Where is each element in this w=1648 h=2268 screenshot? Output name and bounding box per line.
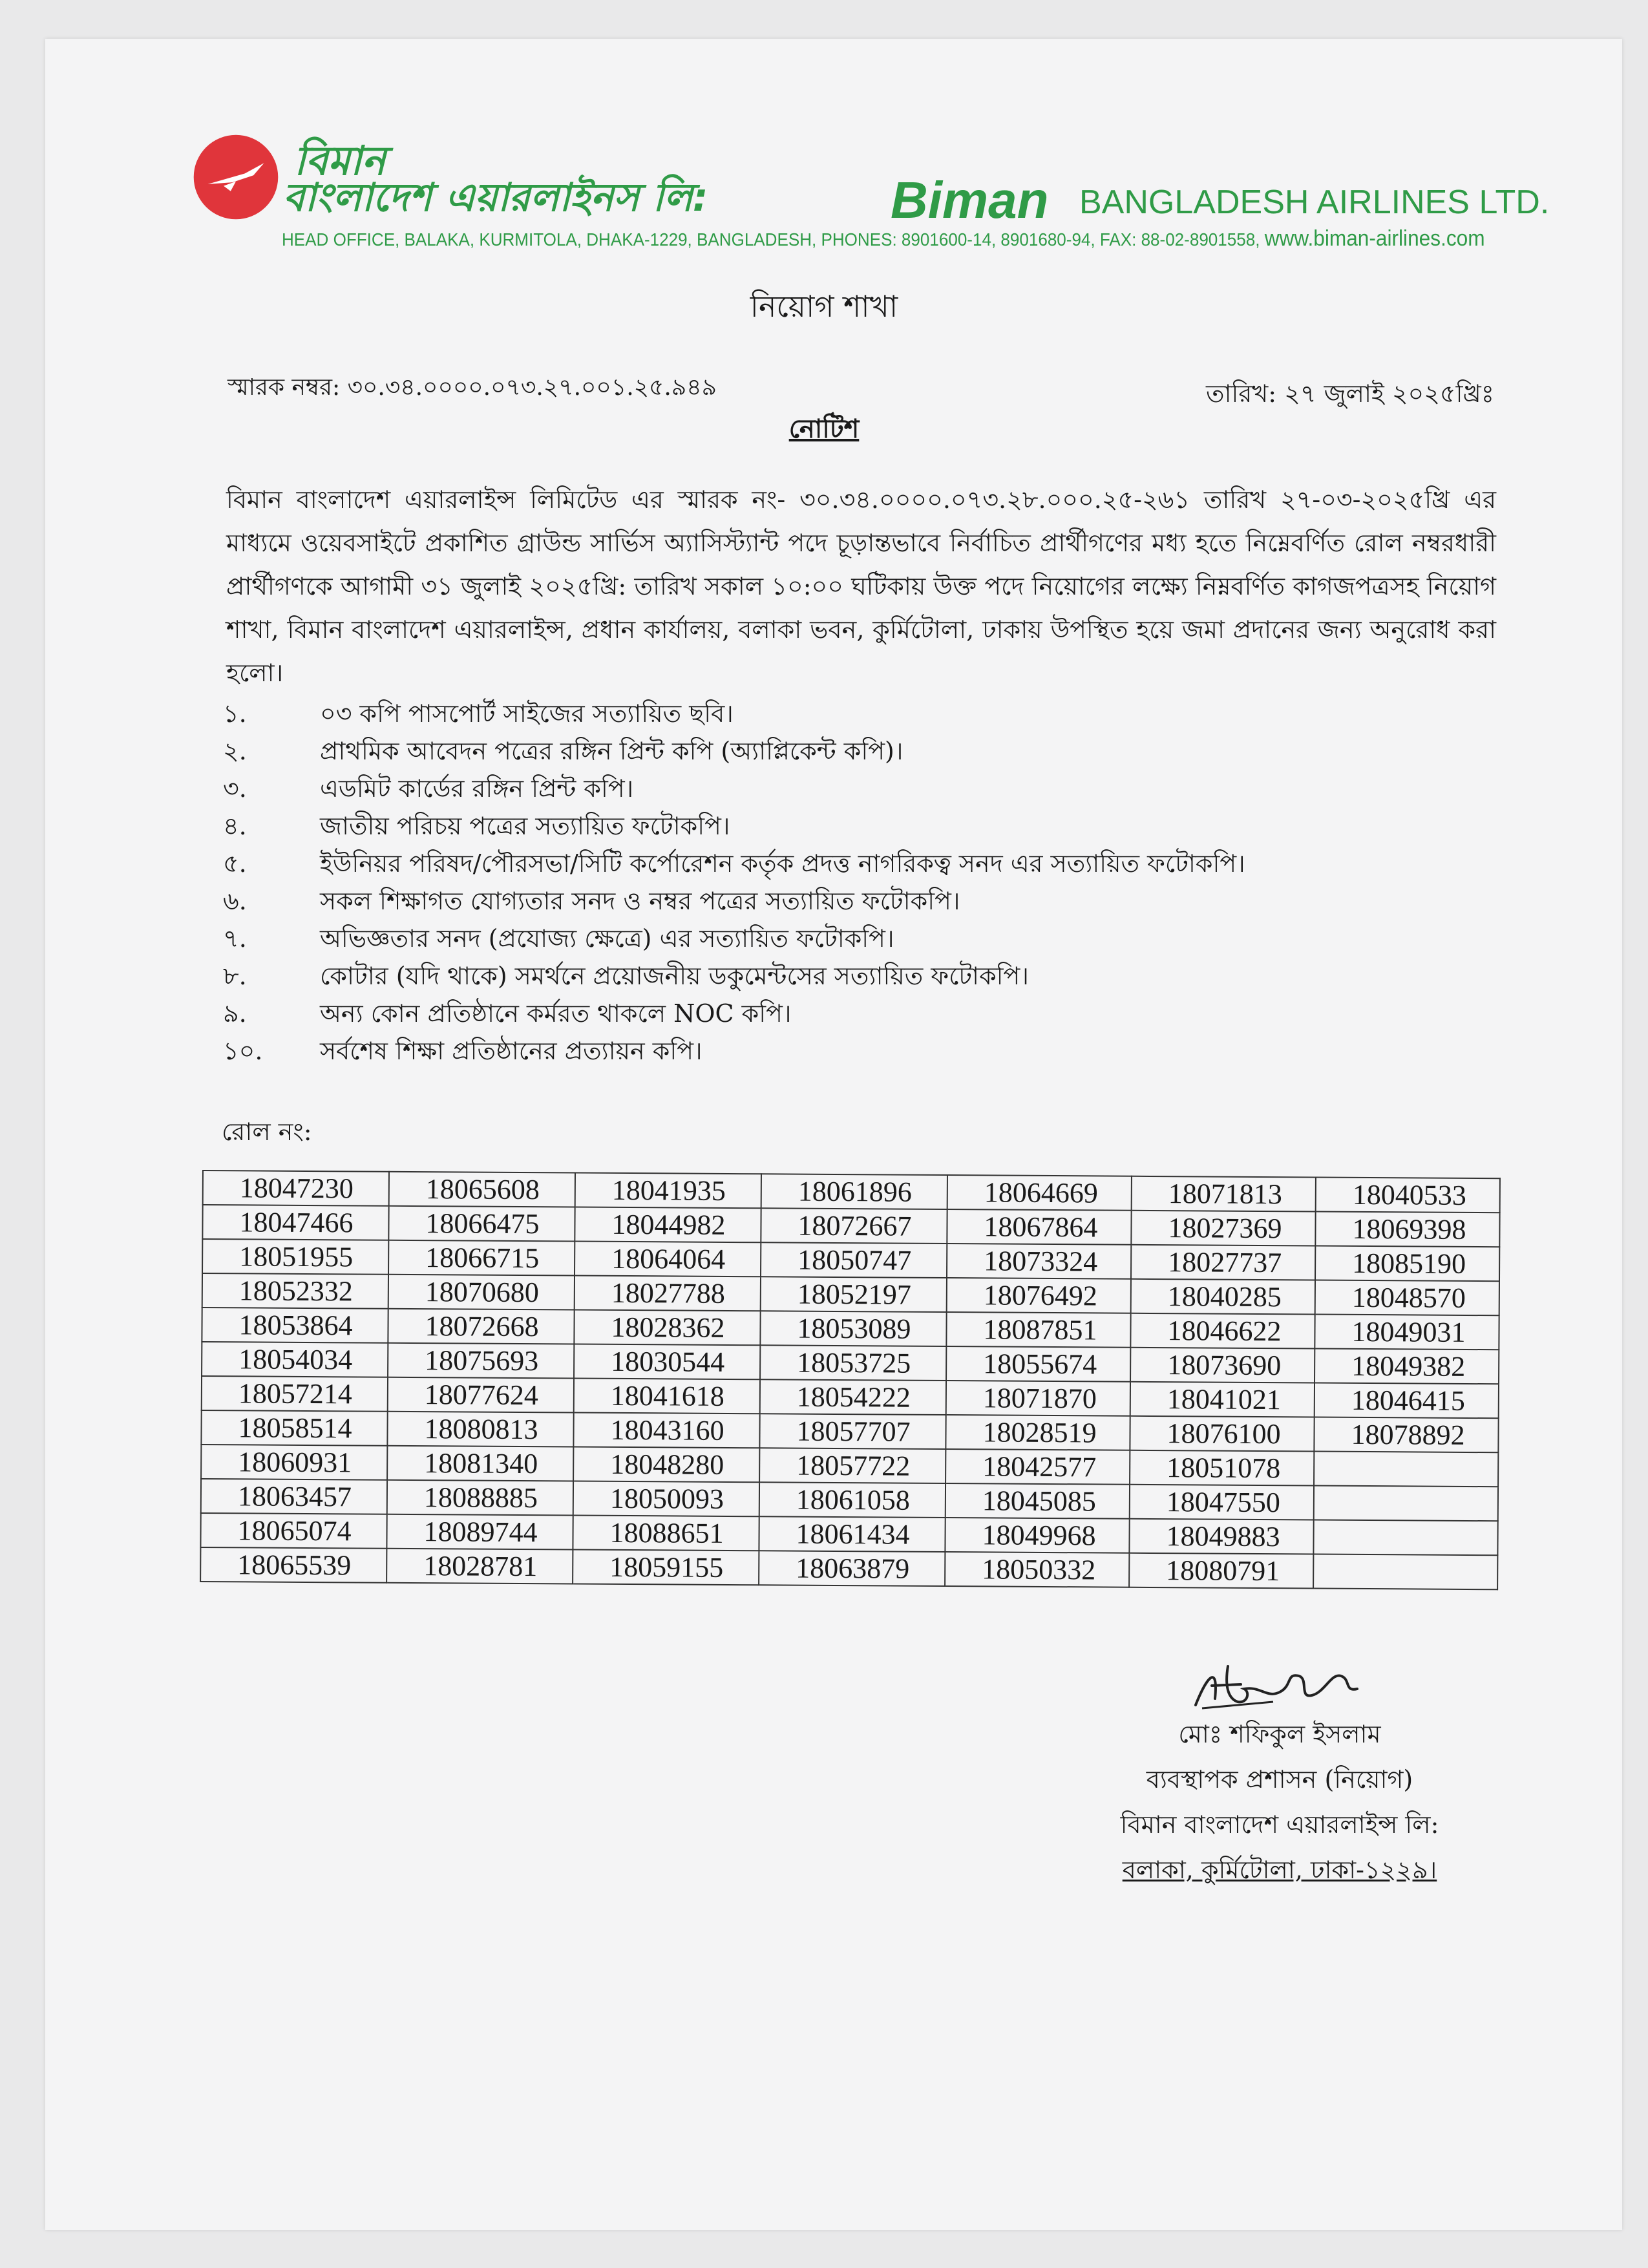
address-text: HEAD OFFICE, BALAKA, KURMITOLA, DHAKA-1229, BANGLADESH, PHONES: 8901600-14, 8901680-94, FAX: 88-02-8901558, [282,229,1260,249]
roll-number-cell: 18049883 [1129,1519,1313,1554]
roll-number-cell: 18048570 [1315,1280,1499,1316]
brand-english: BANGLADESH AIRLINES LTD. [1079,184,1550,221]
roll-number-cell: 18065074 [200,1513,386,1549]
requirement-item [223,995,1245,1032]
roll-number-cell: 18047466 [202,1205,388,1240]
roll-number-cell: 18041618 [574,1379,760,1414]
roll-number-cell: 18063457 [201,1479,387,1514]
document-date: তারিখ: ২৭ জুলাই ২০২৫খ্রিঃ [1206,379,1494,408]
roll-number-cell: 18059155 [573,1550,759,1585]
requirement-item [223,957,1245,995]
letterhead-address [282,226,1485,251]
roll-number-cell: 18050747 [761,1242,947,1278]
roll-number-cell: 18049968 [945,1518,1129,1553]
memo-number: স্মারক নম্বর: ৩০.৩৪.০০০০.০৭৩.২৭.০০১.২৫.৯৪৯ [227,374,717,401]
requirement-number: ২. [223,737,247,765]
roll-number-cell: 18058514 [201,1410,387,1446]
requirement-number: ৬. [223,887,247,915]
roll-number-cell: 18066475 [388,1206,575,1242]
biman-logo-icon [192,133,280,221]
roll-number-cell: 18075693 [388,1343,574,1379]
roll-number-cell: 18050093 [573,1481,759,1517]
roll-number-cell: 18087851 [946,1312,1130,1348]
requirement-item [223,695,1245,732]
roll-number-cell: 18085190 [1315,1246,1499,1282]
roll-number-cell: 18061434 [759,1516,945,1552]
roll-number-cell: 18066715 [388,1240,575,1276]
roll-number-cell: 18076492 [947,1278,1131,1313]
roll-number-cell: 18040533 [1316,1178,1500,1213]
roll-number-cell: 18073690 [1130,1348,1315,1383]
roll-number-cell: 18027788 [575,1276,761,1311]
requirement-number: ৪. [223,812,247,840]
roll-number-cell: 18027737 [1131,1245,1315,1280]
roll-number-cell: 18045085 [945,1483,1130,1519]
roll-number-cell: 18050332 [945,1552,1129,1587]
requirement-item [223,770,1245,807]
roll-number-cell: 18080791 [1129,1553,1313,1589]
roll-number-cell: 18041935 [575,1173,761,1209]
roll-number-cell: 18030544 [574,1344,760,1380]
requirement-item [223,882,1245,920]
website-link[interactable]: www.biman-airlines.com [1264,226,1485,251]
roll-number-cell: 18057722 [759,1448,945,1483]
table-row [200,1547,1497,1589]
roll-number-cell: 18028362 [574,1310,760,1346]
roll-number-cell [1314,1452,1498,1487]
roll-number-table [200,1170,1501,1590]
requirements-list [223,695,1245,1070]
roll-number-cell: 18053089 [760,1311,946,1346]
requirement-number: ৯. [223,999,247,1028]
roll-number-cell: 18053725 [760,1345,946,1381]
notice-title: নোটিশ [788,414,860,444]
signatory-block [1086,1712,1474,1892]
roll-number-cell [1313,1520,1497,1556]
requirement-item [223,807,1245,845]
roll-number-cell: 18077624 [388,1377,574,1413]
roll-number-cell: 18072667 [761,1208,947,1244]
requirement-number: ৩. [223,774,247,803]
notice-body: বিমান বাংলাদেশ এয়ারলাইন্স লিমিটেড এর স্মারক নং- ৩০.৩৪.০০০০.০৭৩.২৮.০০০.২৫-২৬১ তারিখ ২৭-০৩-২০২৫খ্রি এর মাধ্যমে ওয়েবসাইটে প্রকাশিত গ্রাউন্ড সার্ভিস অ্যাসিস্ট্যান্ট পদে চূড়ান্তভাবে নির্বাচিত প্রার্থীগণের মধ্য হতে নিম্নেবর্ণিত রোল নম্বরধারী প্রার্থীগণকে আগামী ৩১ জুলাই ২০২৫খ্রি: তারিখ সকাল ১০:০০ ঘটিকায় উক্ত পদে নিয়োগের লক্ষ্যে নিম্নবর্ণিত কাগজপত্রসহ নিয়োগ শাখা, বিমান বাংলাদেশ এয়ারলাইন্স, প্রধান কার্যালয়, বলাকা ভবন, কুর্মিটোলা, ঢাকায় উপস্থিত হয়ে জমা প্রদানের জন্য অনুরোধ করা হলো। [226,485,1496,687]
roll-number-cell: 18052197 [761,1277,947,1312]
roll-number-cell: 18061058 [759,1482,945,1518]
roll-number-cell: 18040285 [1131,1279,1315,1315]
roll-number-cell: 18088651 [573,1516,759,1551]
requirement-number: ৮. [223,962,247,990]
signatory-designation: ব্যবস্থাপক প্রশাসন (নিয়োগ) [1146,1765,1413,1794]
roll-number-cell: 18057214 [202,1376,388,1412]
requirement-text: এডমিট কার্ডের রঙ্গিন প্রিন্ট কপি। [320,774,634,803]
roll-number-cell: 18042577 [945,1449,1130,1485]
brand-bangla-line2: বাংলাদেশ এয়ারলাইনস লি: [283,175,708,220]
roll-number-cell: 18070680 [388,1275,575,1310]
roll-number-cell: 18046622 [1130,1313,1315,1349]
roll-number-cell: 18072668 [388,1309,574,1344]
roll-number-cell: 18065539 [200,1547,386,1583]
requirement-number: ১০. [223,1037,263,1065]
roll-number-cell: 18054034 [202,1342,388,1377]
requirement-text: সকল শিক্ষাগত যোগ্যতার সনদ ও নম্বর পত্রের সত্যায়িত ফটোকপি। [320,887,960,915]
roll-number-cell: 18088885 [387,1480,573,1516]
roll-number-cell: 18055674 [946,1346,1130,1382]
roll-number-cell [1313,1554,1497,1590]
roll-number-cell: 18027369 [1131,1211,1315,1246]
roll-number-cell: 18064064 [575,1242,761,1277]
roll-number-cell: 18044982 [575,1207,761,1243]
requirement-text: ০৩ কপি পাসপোর্ট সাইজের সত্যায়িত ছবি। [320,699,734,728]
roll-number-cell: 18049382 [1315,1349,1499,1384]
roll-number-cell: 18080813 [387,1412,573,1447]
roll-number-cell: 18071870 [946,1381,1130,1416]
requirement-item [223,920,1245,957]
roll-number-cell [1314,1486,1498,1521]
roll-number-cell: 18071813 [1132,1176,1316,1212]
brand-name: Biman [891,171,1049,229]
roll-number-cell: 18057707 [759,1414,945,1449]
roll-number-cell: 18049031 [1315,1315,1499,1350]
roll-label: রোল নং: [222,1118,312,1146]
requirement-item [223,732,1245,770]
roll-number-cell: 18048280 [573,1447,759,1483]
roll-number-cell: 18046415 [1315,1383,1499,1419]
roll-number-cell: 18063879 [759,1551,945,1586]
roll-number-cell: 18043160 [573,1413,759,1448]
requirement-item [223,1032,1245,1070]
brand-bangla-line1: বিমান [294,137,386,184]
signatory-name: মোঃ শফিকুল ইসলাম [1178,1720,1381,1748]
requirement-number: ১. [223,699,247,728]
roll-number-cell: 18028781 [386,1549,573,1584]
roll-number-cell: 18051078 [1130,1450,1314,1486]
requirement-item [223,845,1245,882]
roll-number-cell: 18053864 [202,1308,388,1343]
roll-number-cell: 18052332 [202,1273,388,1309]
roll-number-cell: 18065608 [389,1172,575,1207]
requirement-text: অভিজ্ঞতার সনদ (প্রযোজ্য ক্ষেত্রে) এর সত্যায়িত ফটোকপি। [320,924,894,953]
roll-number-cell: 18047550 [1130,1485,1314,1520]
roll-number-cell: 18047230 [203,1171,389,1206]
requirement-text: জাতীয় পরিচয় পত্রের সত্যায়িত ফটোকপি। [320,812,730,840]
roll-number-cell: 18073324 [947,1244,1131,1279]
signatory-organization: বিমান বাংলাদেশ এয়ারলাইন্স লি: [1120,1810,1439,1839]
roll-number-cell: 18064669 [947,1175,1132,1211]
requirement-number: ৫. [223,849,247,878]
roll-number-cell: 18041021 [1130,1382,1315,1417]
roll-number-cell: 18069398 [1315,1212,1499,1247]
roll-number-cell: 18054222 [760,1379,946,1415]
roll-number-cell: 18051955 [202,1239,388,1275]
roll-number-cell: 18076100 [1130,1416,1314,1452]
roll-number-cell: 18067864 [947,1209,1131,1245]
roll-number-cell: 18028519 [945,1415,1130,1450]
requirement-number: ৭. [223,924,247,953]
roll-number-cell: 18089744 [386,1514,573,1550]
requirement-text: কোটার (যদি থাকে) সমর্থনে প্রয়োজনীয় ডকুমেন্টসের সত্যায়িত ফটোকপি। [320,962,1029,990]
requirement-text: প্রাথমিক আবেদন পত্রের রঙ্গিন প্রিন্ট কপি (অ্যাপ্লিকেন্ট কপি)। [320,737,903,765]
requirement-text: অন্য কোন প্রতিষ্ঠানে কর্মরত থাকলে NOC কপি। [320,999,792,1028]
roll-number-cell: 18061896 [761,1174,947,1209]
roll-number-cell: 18060931 [201,1445,387,1480]
requirement-text: সর্বশেষ শিক্ষা প্রতিষ্ঠানের প্রত্যায়ন কপি। [320,1037,703,1065]
signatory-address: বলাকা, কুর্মিটোলা, ঢাকা-১২২৯। [1122,1856,1437,1884]
roll-number-cell: 18078892 [1314,1417,1498,1453]
department-title: নিয়োগ শাখা [750,289,898,324]
requirement-text: ইউনিয়র পরিষদ/পৌরসভা/সিটি কর্পোরেশন কর্তৃক প্রদত্ত নাগরিকত্ব সনদ এর সত্যায়িত ফটোকপি। [320,849,1245,878]
roll-number-cell: 18081340 [387,1446,573,1481]
